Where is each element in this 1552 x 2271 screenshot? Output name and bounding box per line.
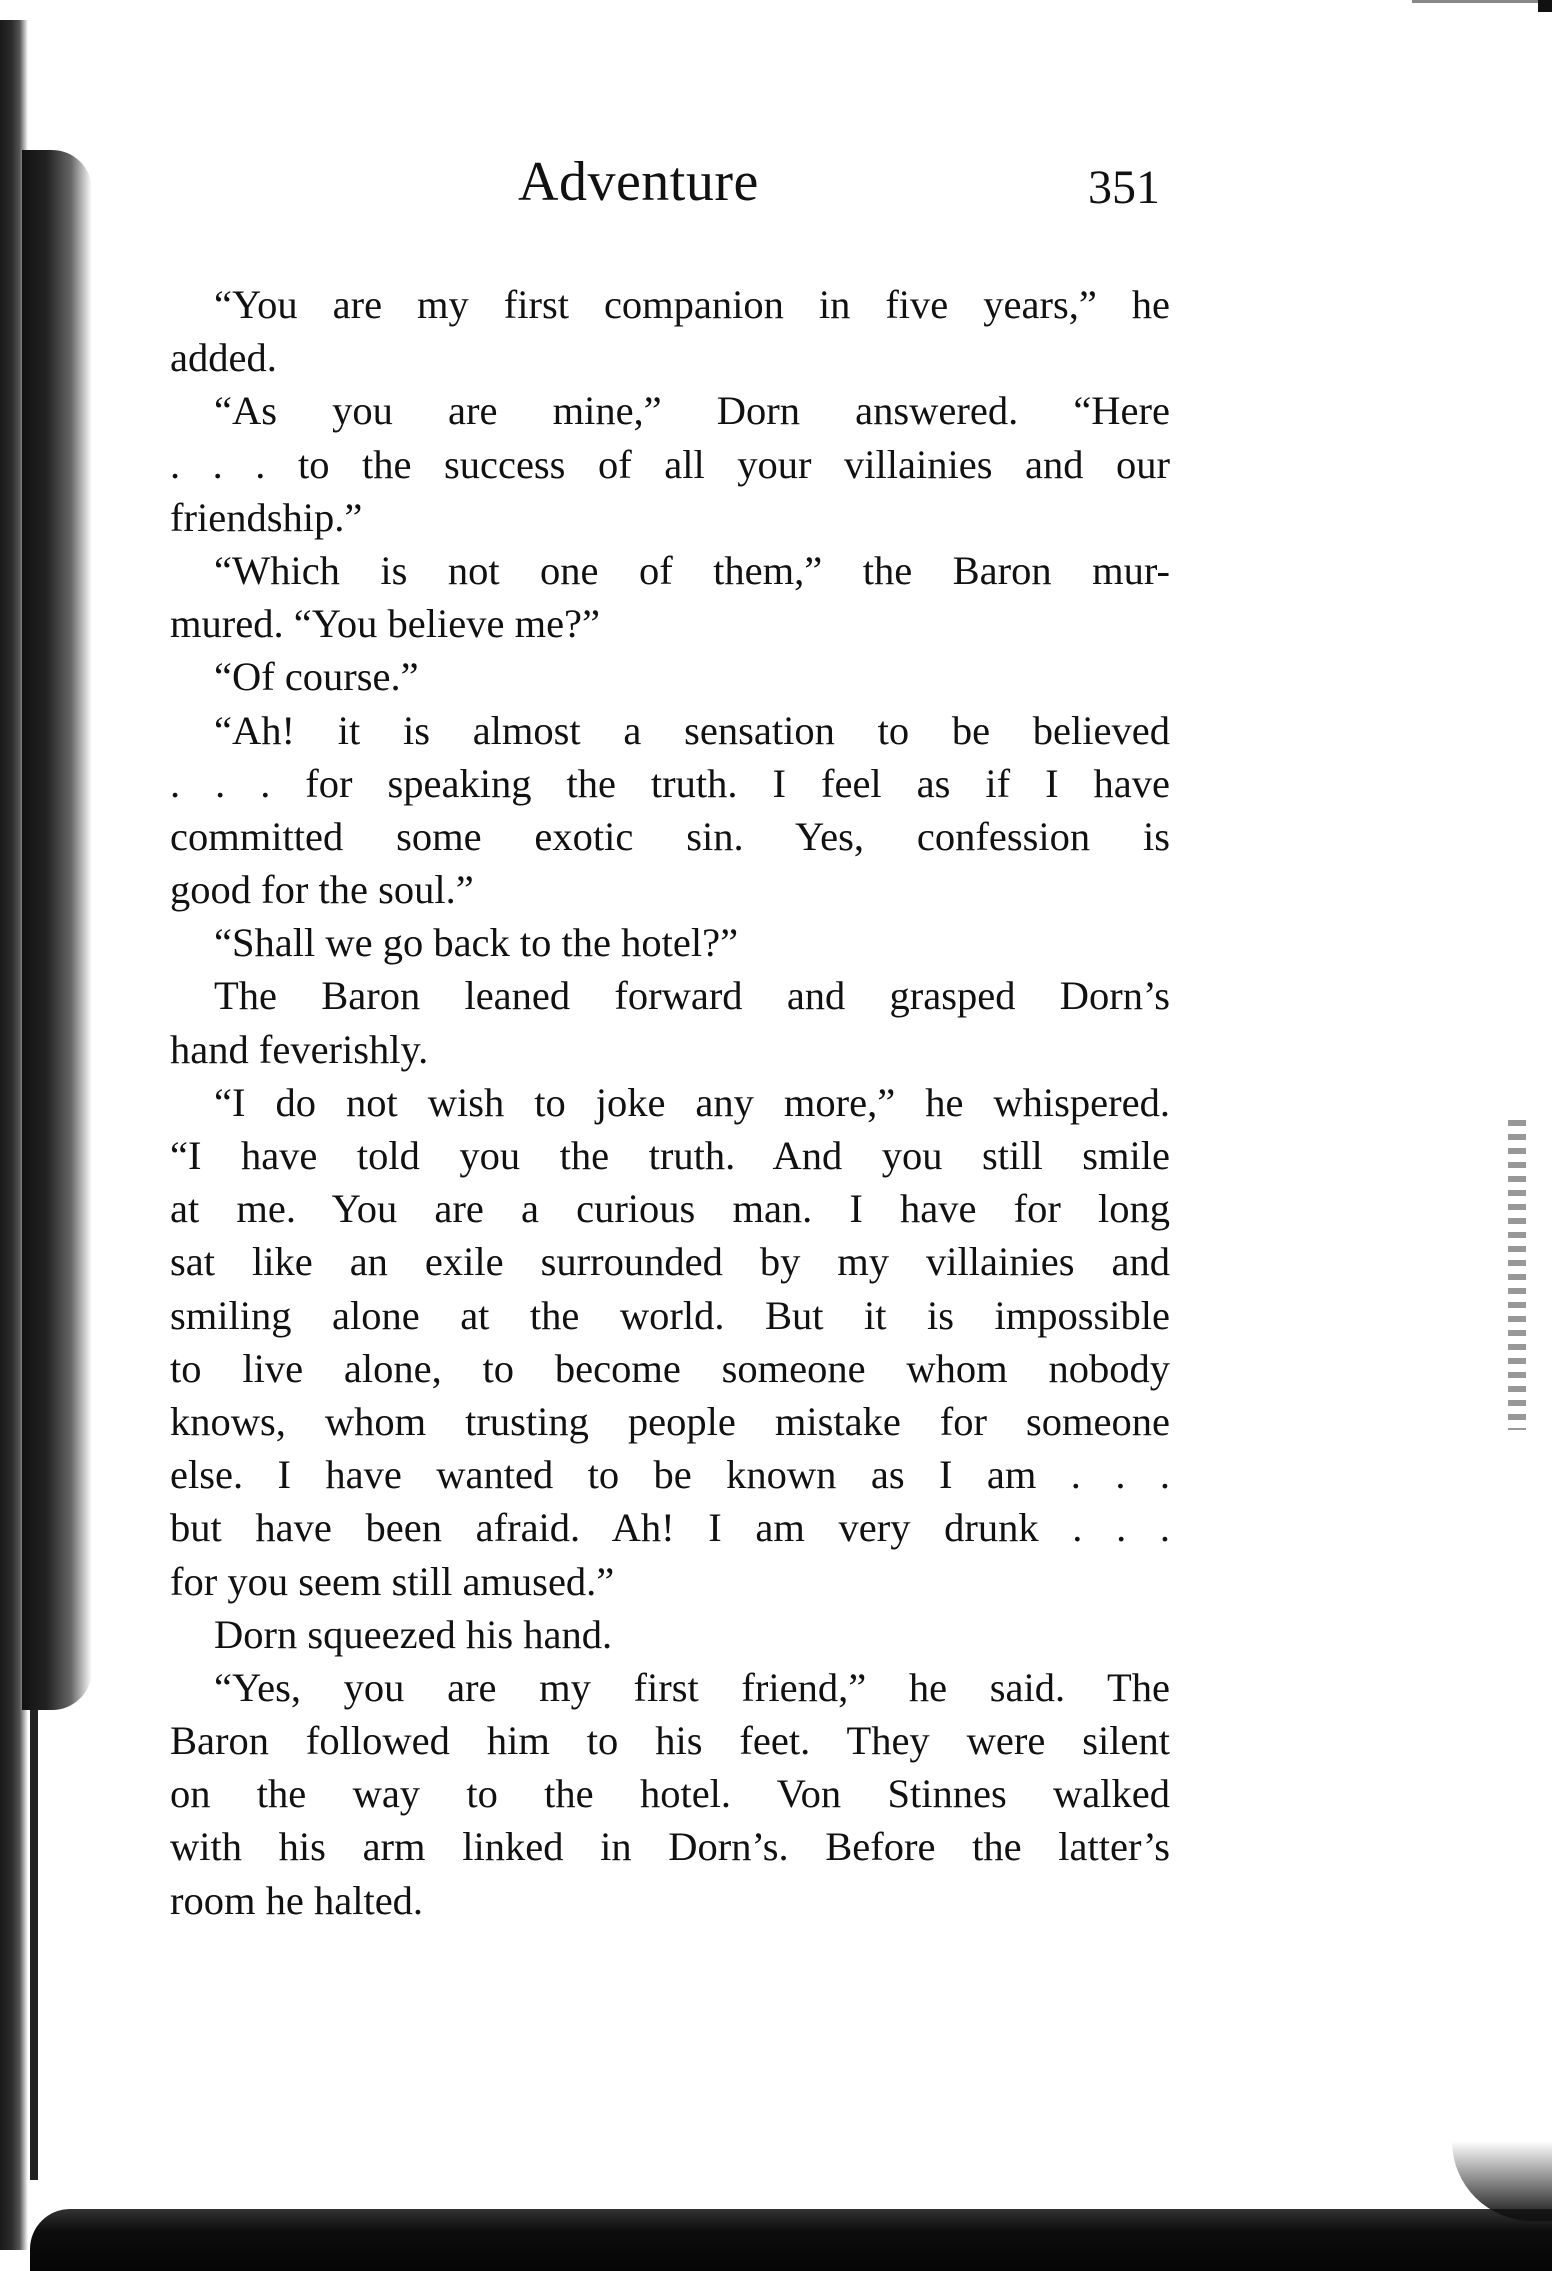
text-line: on the way to the hotel. Von Stinnes walked <box>170 1771 1170 1817</box>
text-line: for you seem still amused.” <box>170 1558 615 1604</box>
page-number: 351 <box>1088 161 1160 214</box>
text-line: “Yes, you are my first friend,” he said. The <box>214 1664 1170 1710</box>
text-line: friendship.” <box>170 494 363 540</box>
text-line: “Shall we go back to the hotel?” <box>214 920 739 966</box>
text-line: “Of course.” <box>214 654 419 700</box>
body-text <box>170 278 1170 1927</box>
text-line: The Baron leaned forward and grasped Dorn’s <box>214 973 1170 1019</box>
text-line: hand feverishly. <box>170 1026 429 1072</box>
text-line: “You are my first companion in five years,” he <box>214 282 1170 327</box>
margin-speckles <box>1508 1120 1526 1430</box>
text-line: room he halted. <box>170 1877 424 1923</box>
binding-shadow-dark <box>22 150 92 1710</box>
text-line: knows, whom trusting people mistake for someone <box>170 1398 1170 1444</box>
text-line: Dorn squeezed his hand. <box>214 1611 613 1657</box>
scan-corner-mark <box>1538 0 1552 12</box>
bottom-page-shadow <box>30 2209 1552 2271</box>
text-line: Baron followed him to his feet. They were silent <box>170 1718 1170 1764</box>
text-line: mured. “You believe me?” <box>170 601 600 647</box>
text-line: “I do not wish to joke any more,” he whispered. <box>214 1079 1170 1125</box>
text-line: sat like an exile surrounded by my villainies and <box>170 1239 1170 1285</box>
text-line: “I have told you the truth. And you still smile <box>170 1133 1170 1178</box>
text-line: at me. You are a curious man. I have for long <box>170 1186 1170 1232</box>
text-line: “As you are mine,” Dorn answered. “Here <box>214 388 1170 434</box>
running-head: Adventure <box>518 151 759 213</box>
text-line: “Ah! it is almost a sensation to be believed <box>214 707 1170 753</box>
text-line: . . . for speaking the truth. I feel as if I have <box>170 760 1170 806</box>
text-line: smiling alone at the world. But it is impossible <box>170 1292 1170 1338</box>
text-line: added. <box>170 335 277 381</box>
text-line: with his arm linked in Dorn’s. Before the latter’s <box>170 1824 1170 1870</box>
text-line: to live alone, to become someone whom nobody <box>170 1345 1170 1391</box>
scan-edge-line <box>1412 0 1552 3</box>
text-line: else. I have wanted to be known as I am . . . <box>170 1452 1170 1498</box>
text-line: . . . to the success of all your villainies and our <box>170 441 1170 487</box>
text-line: good for the soul.” <box>170 867 474 913</box>
text-line: “Which is not one of them,” the Baron mur- <box>214 547 1170 593</box>
text-line: but have been afraid. Ah! I am very drunk . . . <box>170 1505 1170 1551</box>
binding-edge <box>30 1710 38 2180</box>
text-line: committed some exotic sin. Yes, confession is <box>170 813 1170 859</box>
